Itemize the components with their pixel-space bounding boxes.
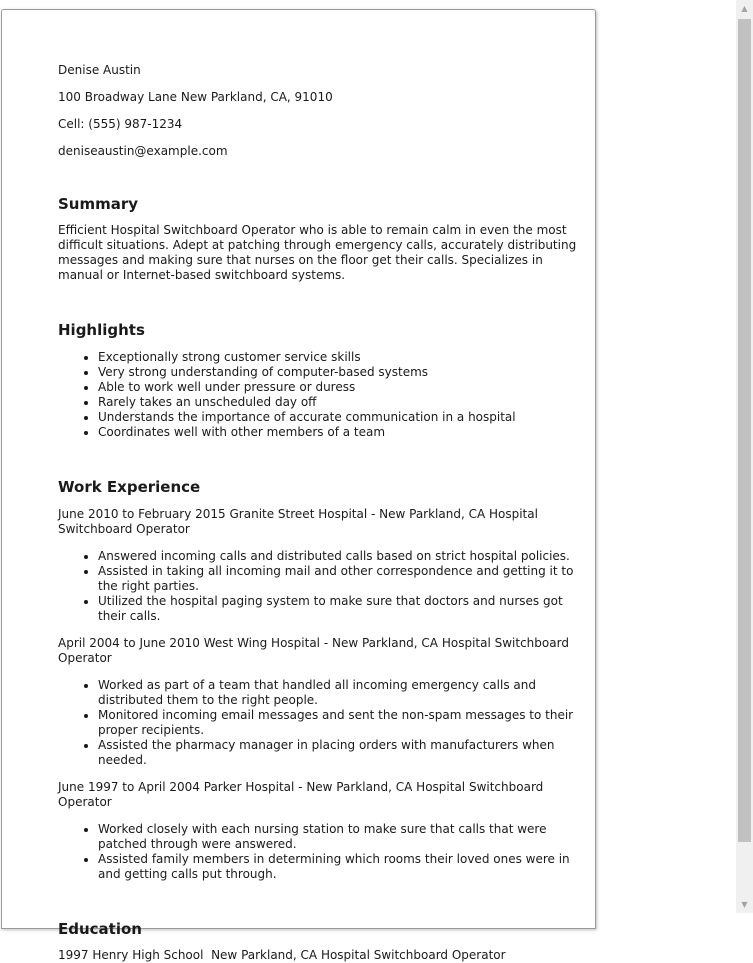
highlights-heading: Highlights xyxy=(58,321,145,339)
list-item: • Exceptionally strong customer service skills xyxy=(98,350,588,365)
triangle-up-icon[interactable]: ▲ xyxy=(741,4,748,13)
contact-name: Denise Austin xyxy=(58,63,141,77)
list-item: • Able to work well under pressure or duress xyxy=(98,380,588,395)
experience-section xyxy=(58,478,588,882)
list-item: • Worked closely with each nursing station to make sure that calls that were patched through were answered. xyxy=(98,822,588,852)
highlights-list xyxy=(58,350,588,440)
list-item: • Assisted the pharmacy manager in placing orders with manufacturers when needed. xyxy=(98,738,588,768)
contact-email: deniseaustin@example.com xyxy=(58,144,228,158)
summary-text: Efficient Hospital Switchboard Operator who is able to remain calm in even the most difficult situations. Adept at patching through emergency calls, accurately distributing messages and making sure that nurses on the floor get their calls. Specializes in manual or Internet-based switchboard systems. xyxy=(58,223,577,282)
list-item: • Utilized the hospital paging system to make sure that doctors and nurses got their calls. xyxy=(98,594,588,624)
list-item: • Coordinates well with other members of a team xyxy=(98,425,588,440)
summary-heading: Summary xyxy=(58,195,139,213)
job-title: June 1997 to April 2004 Parker Hospital - New Parkland, CA Hospital Switchboard Operator xyxy=(58,780,544,809)
list-item: • Answered incoming calls and distributed calls based on strict hospital policies. xyxy=(98,549,588,564)
list-item: • Rarely takes an unscheduled day off xyxy=(98,395,588,410)
list-item: • Assisted in taking all incoming mail and other correspondence and getting it to the right parties. xyxy=(98,564,588,594)
list-item: • Assisted family members in determining which rooms their loved ones were in and getting calls put through. xyxy=(98,852,588,882)
education-heading: Education xyxy=(58,920,142,938)
resume-page xyxy=(1,9,596,962)
list-item: • Very strong understanding of computer-based systems xyxy=(98,365,588,380)
job-title: April 2004 to June 2010 West Wing Hospital - New Parkland, CA Hospital Switchboard Operator xyxy=(58,636,569,665)
job-bullets xyxy=(58,549,588,624)
triangle-down-icon[interactable]: ▼ xyxy=(741,900,748,909)
job-title: June 2010 to February 2015 Granite Street Hospital - New Parkland, CA Hospital Switchboard Operator xyxy=(58,507,538,536)
education-section xyxy=(58,920,588,963)
contact-phone: Cell: (555) 987-1234 xyxy=(58,117,183,131)
experience-heading: Work Experience xyxy=(58,478,201,496)
resume-content xyxy=(58,63,588,963)
vertical-scrollbar[interactable] xyxy=(736,0,753,913)
contact-block xyxy=(58,63,588,159)
list-item: • Monitored incoming email messages and sent the non-spam messages to their proper recipients. xyxy=(98,708,588,738)
list-item: • Worked as part of a team that handled all incoming emergency calls and distributed them to the right people. xyxy=(98,678,588,708)
job-bullets xyxy=(58,822,588,882)
list-item: • Understands the importance of accurate communication in a hospital xyxy=(98,410,588,425)
highlights-section xyxy=(58,321,588,440)
summary-section xyxy=(58,195,588,283)
contact-address: 100 Broadway Lane New Parkland, CA, 91010 xyxy=(58,90,333,104)
scrollbar-thumb[interactable] xyxy=(738,19,751,842)
job-bullets xyxy=(58,678,588,768)
education-line: 1997 Henry High School New Parkland, CA Hospital Switchboard Operator xyxy=(58,948,506,962)
